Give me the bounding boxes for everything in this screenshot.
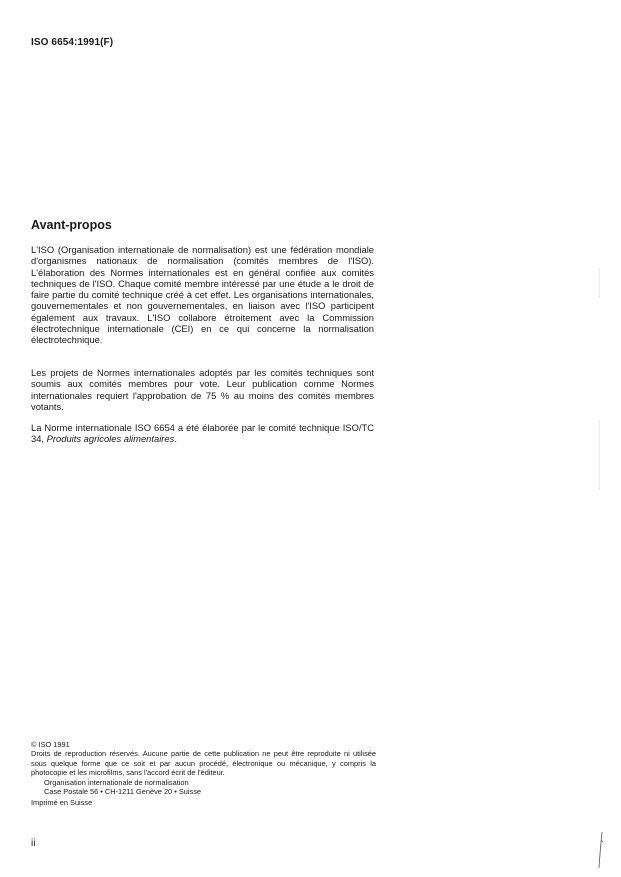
organization-name: Organisation internationale de normalisation xyxy=(44,778,189,788)
organization-address: Case Postale 56 • CH-1211 Genève 20 • Suisse xyxy=(44,787,202,797)
foreword-paragraph-1: L'ISO (Organisation internationale de normalisation) est une fédération mondiale d'organismes nationaux de normalisation (comités membres de l'ISO). L'élaboration des Normes internationales est en général confiée aux comités techniques de l'ISO. Chaque comité membre intéressé par une étude a le droit de faire partie du comité technique créé à cet effet. Les organisations internationales, gouvernementales et non gouvernementales, en liaison avec l'ISO participent également aux travaux. L'ISO collabore étroitement avec la Commission électrotechnique internationale (CEI) en ce qui concerne la normalisation électrotechnique. xyxy=(31,244,374,346)
printed-in: Imprimé en Suisse xyxy=(31,797,93,807)
copyright-notice xyxy=(31,740,376,807)
foreword-paragraph-3 xyxy=(31,422,374,445)
copyright-line: © ISO 1991 xyxy=(31,740,70,749)
scan-artifact xyxy=(599,268,600,298)
standard-reference: ISO 6654:1991(F) xyxy=(31,37,114,48)
foreword-paragraph-2: Les projets de Normes internationales adoptés par les comités techniques sont soumis aux comités membres pour vote. Leur publication comme Normes internationales requiert l'approbation de 75 % au moins des comités membres votants. xyxy=(31,367,374,412)
rights-statement: Droits de reproduction réservés. Aucune partie de cette publication ne peut être reproduite ni utilisée sous quelque forme que ce soit et par aucun procédé, électronique ou mécanique, y compris la photocopie et les microfilms, sans l'accord écrit de l'éditeur. xyxy=(31,749,376,777)
paragraph-3-text: La Norme internationale ISO 6654 a été élaborée par le comité technique ISO/TC 34, xyxy=(31,422,374,445)
committee-name: Produits agricoles alimentaires xyxy=(46,433,175,445)
scan-mark xyxy=(596,830,606,870)
foreword-title: Avant-propos xyxy=(31,218,112,232)
paragraph-3-end: . xyxy=(174,433,177,445)
page-number: ii xyxy=(31,838,36,849)
scan-artifact xyxy=(599,420,600,490)
